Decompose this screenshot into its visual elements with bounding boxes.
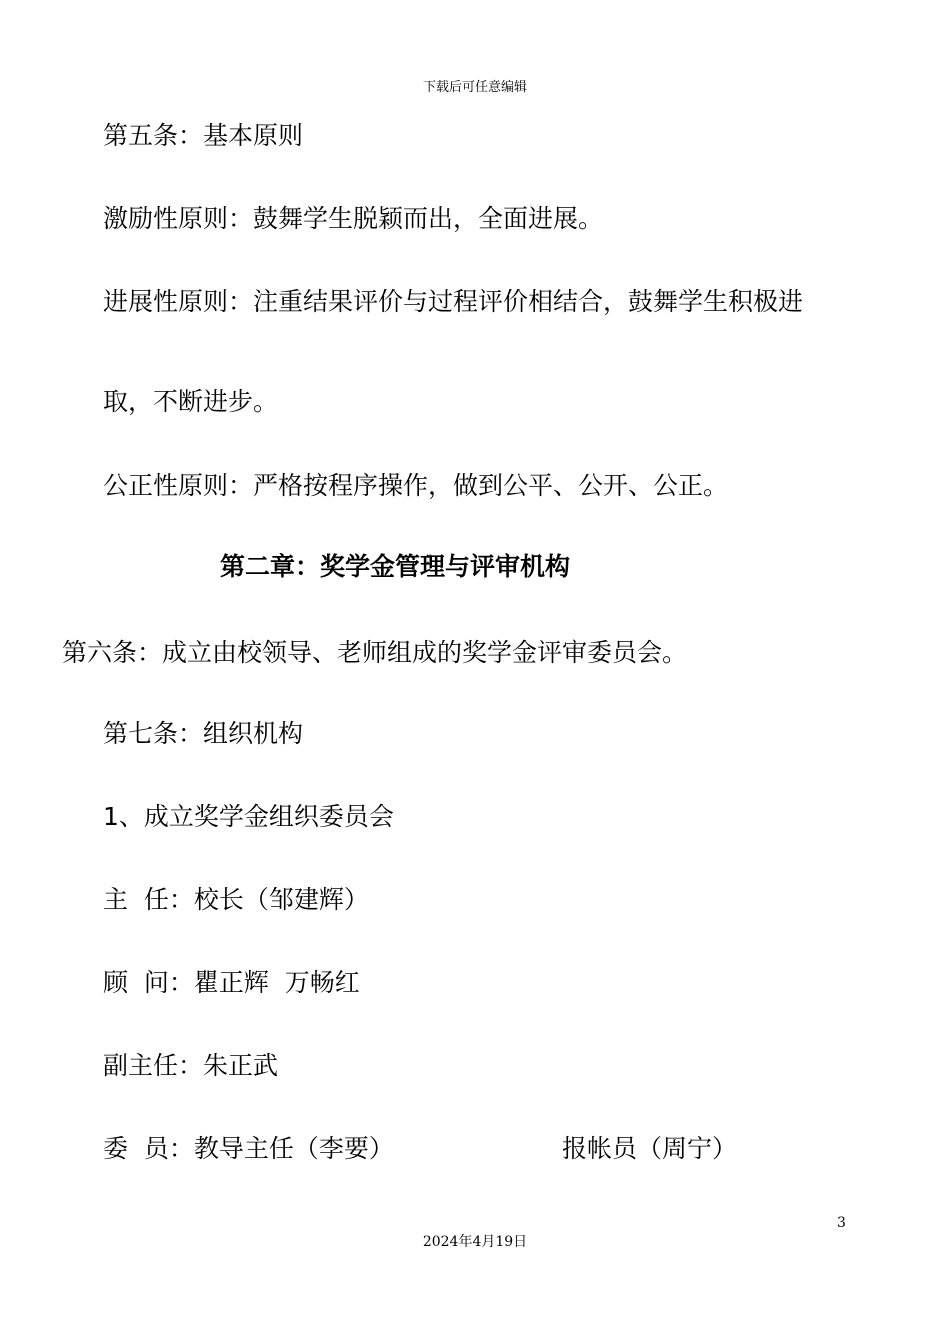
principle-incentive: 激励性原则：鼓舞学生脱颖而出，全面进展。 — [103, 204, 604, 233]
page-header: 下载后可任意编辑 — [422, 80, 527, 95]
director-line: 主 任：校长（邹建辉） — [103, 885, 369, 914]
principle-development-line2: 取，不断进步。 — [103, 387, 279, 416]
members-line: 委 员：教导主任（李要） — [103, 1134, 394, 1163]
accountant-line: 报帐员（周宁） — [562, 1134, 738, 1163]
deputy-director-line: 副主任：朱正武 — [103, 1051, 279, 1080]
advisor-line: 顾 问：瞿正辉 万畅红 — [103, 968, 360, 997]
principle-development-line1: 进展性原则：注重结果评价与过程评价相结合，鼓舞学生积极进 — [103, 287, 804, 316]
article7-title: 第七条：组织机构 — [103, 719, 304, 748]
page-number: 3 — [837, 1215, 846, 1231]
footer-date: 2024年4月19日 — [422, 1234, 528, 1250]
item1: 1、成立奖学金组织委员会 — [103, 802, 394, 831]
chapter2-heading: 第二章：奖学金管理与评审机构 — [220, 552, 571, 581]
principle-fairness: 公正性原则：严格按程序操作，做到公平、公开、公正。 — [103, 471, 729, 500]
article6: 第六条：成立由校领导、老师组成的奖学金评审委员会。 — [62, 638, 688, 667]
article5-title: 第五条：基本原则 — [103, 121, 304, 150]
